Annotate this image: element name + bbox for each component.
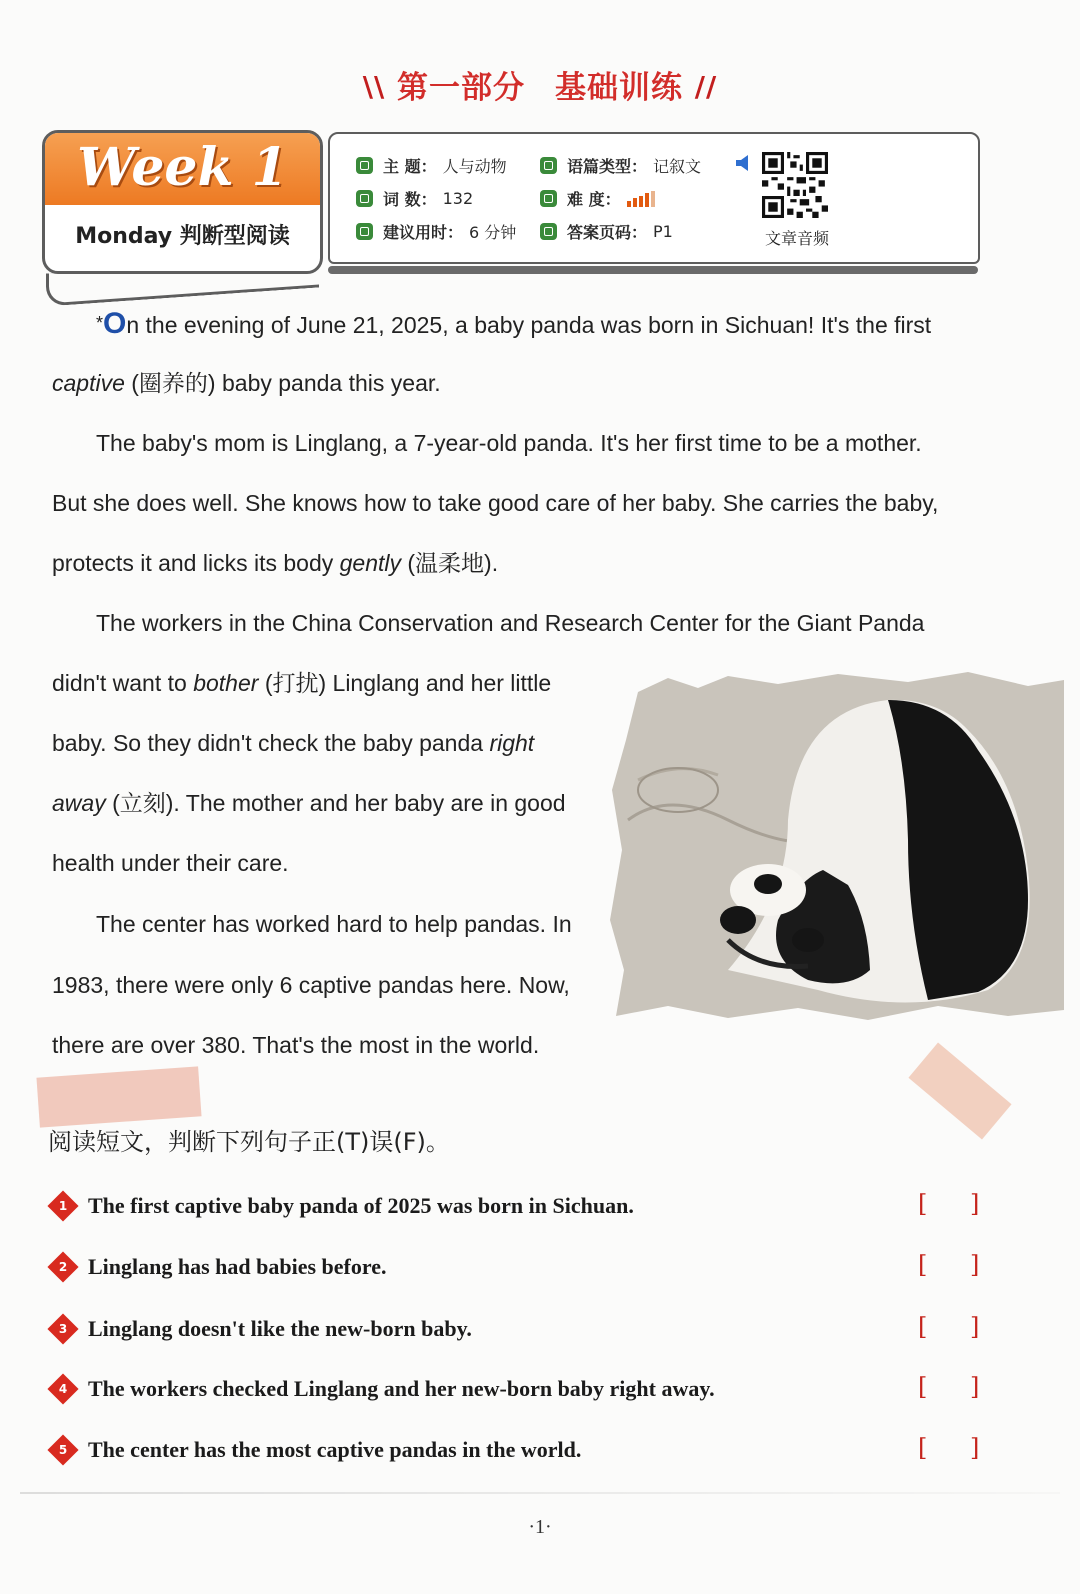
week-subtitle: Monday 判断型阅读	[75, 224, 290, 249]
difficulty-bars	[627, 191, 655, 207]
info-answer-value: P1	[653, 222, 673, 241]
question-row	[48, 1369, 1038, 1409]
section-title	[0, 62, 1080, 107]
genre-icon	[540, 157, 557, 174]
question-number: 1	[58, 1199, 68, 1213]
passage-p3-line3	[52, 713, 534, 773]
term-bother: bother	[193, 670, 259, 696]
answer-bracket-close[interactable]: ]	[970, 1373, 980, 1401]
passage-p2-line2: But she does well. She knows how to take good care of her baby. She carries the baby,	[52, 490, 939, 516]
answer-bracket-open[interactable]: [	[918, 1434, 928, 1462]
clock-icon	[356, 223, 373, 240]
question-text: Linglang doesn't like the new-born baby.	[88, 1316, 472, 1341]
speaker-icon[interactable]	[736, 154, 752, 172]
info-time-value: 6 分钟	[469, 223, 517, 242]
question-text: The workers checked Linglang and her new-born baby right away.	[88, 1376, 715, 1401]
passage-p2-line3	[52, 533, 498, 593]
gloss-gently: (温柔地).	[407, 550, 499, 576]
info-genre-key: 语篇类型：	[567, 157, 648, 176]
passage-p3-line5: health under their care.	[52, 850, 289, 876]
p2-line3-text: protects it and licks its body	[52, 550, 334, 576]
p3-line2-text: didn't want to	[52, 670, 187, 696]
passage-p2-line1: The baby's mom is Linglang, a 7-year-old panda. It's her first time to be a mother.	[96, 430, 922, 456]
question-text: The first captive baby panda of 2025 was born in Sichuan.	[88, 1193, 634, 1218]
week-label: Week 1	[77, 137, 288, 198]
question-text: Linglang has had babies before.	[88, 1254, 387, 1279]
p1-line2-text: baby panda this year.	[221, 370, 441, 396]
question-number-badge	[47, 1434, 78, 1465]
passage-p1-line2	[52, 353, 441, 413]
week-card	[42, 130, 323, 274]
info-topic	[356, 154, 507, 177]
info-topic-value: 人与动物	[442, 157, 507, 176]
info-difficulty-key: 难 度：	[567, 190, 621, 209]
info-difficulty	[540, 187, 655, 210]
divider	[20, 1492, 1060, 1494]
answer-bracket-open[interactable]: [	[918, 1313, 928, 1341]
passage-p4-line1: The center has worked hard to help pandas. In	[96, 911, 572, 937]
difficulty-bar	[651, 191, 655, 207]
answer-bracket-open[interactable]: [	[918, 1251, 928, 1279]
question-number-badge	[47, 1251, 78, 1282]
info-suggested-time	[356, 220, 516, 243]
term-right: right	[489, 730, 535, 756]
deco-slashes-right: //	[694, 70, 718, 103]
question-number: 5	[58, 1443, 68, 1457]
passage-p3-line1: The workers in the China Conservation and Research Center for the Giant Panda	[96, 610, 925, 636]
panda-photo	[608, 670, 1064, 1022]
gloss-captive: (圈养的)	[131, 370, 216, 396]
star-mark: *	[96, 313, 104, 333]
info-answer-key: 答案页码：	[567, 223, 648, 242]
difficulty-icon	[540, 190, 557, 207]
topic-icon	[356, 157, 373, 174]
answer-bracket-open[interactable]: [	[918, 1190, 928, 1218]
question-text: The center has the most captive pandas in the world.	[88, 1437, 582, 1462]
p1-line1-text: n the evening of June 21, 2025, a baby panda was born in Sichuan! It's the first	[126, 312, 932, 338]
tape-decoration	[908, 1043, 1011, 1140]
question-number-badge	[47, 1313, 78, 1344]
qr-code-icon[interactable]	[762, 152, 828, 218]
info-card-rule	[328, 266, 978, 274]
passage-p4-line2: 1983, there were only 6 captive pandas here. Now,	[52, 972, 570, 998]
difficulty-bar	[645, 193, 649, 207]
gloss-right-away: (立刻).	[112, 790, 180, 816]
difficulty-bar	[639, 196, 643, 207]
passage-p3-line2	[52, 653, 551, 713]
section-title-right: 基础训练	[555, 70, 683, 106]
question-number: 2	[58, 1260, 68, 1274]
question-row	[48, 1430, 1038, 1470]
answer-icon	[540, 223, 557, 240]
info-genre-value: 记叙文	[653, 157, 702, 176]
p3-line2-after: Linglang and her little	[332, 670, 552, 696]
question-number-badge	[47, 1373, 78, 1404]
term-captive: captive	[52, 370, 125, 396]
info-word-count-value: 132	[442, 189, 474, 208]
info-topic-key: 主 题：	[383, 157, 437, 176]
answer-bracket-close[interactable]: ]	[970, 1313, 980, 1341]
info-time-key: 建议用时：	[383, 223, 464, 242]
word-count-icon	[356, 190, 373, 207]
answer-bracket-close[interactable]: ]	[970, 1434, 980, 1462]
info-genre	[540, 154, 701, 177]
term-away: away	[52, 790, 106, 816]
question-row	[48, 1309, 1038, 1349]
difficulty-bar	[633, 198, 637, 207]
exercise-instruction: 阅读短文，判断下列句子正(T)误(F)。	[48, 1128, 450, 1156]
audio-label: 文章音频	[764, 229, 829, 248]
deco-slashes-left: \\	[362, 70, 386, 103]
info-word-count	[356, 187, 473, 210]
tape-decoration	[36, 1066, 201, 1127]
gloss-bother: (打扰)	[264, 670, 327, 696]
term-gently: gently	[339, 550, 401, 576]
page-number: ·1·	[528, 1516, 552, 1538]
question-number: 3	[58, 1322, 68, 1336]
question-row	[48, 1186, 1038, 1226]
passage-p1-line1	[52, 293, 931, 355]
info-answer-page	[540, 220, 673, 243]
question-number-badge	[47, 1190, 78, 1221]
question-number: 4	[58, 1382, 68, 1396]
passage-p3-line4	[52, 773, 566, 833]
passage-p4-line3: there are over 380. That's the most in the world.	[52, 1032, 540, 1058]
drop-initial: O	[103, 307, 127, 340]
answer-bracket-close[interactable]: ]	[970, 1190, 980, 1218]
question-row	[48, 1247, 1038, 1287]
info-word-count-key: 词 数：	[383, 190, 437, 209]
answer-bracket-open[interactable]: [	[918, 1373, 928, 1401]
answer-bracket-close[interactable]: ]	[970, 1251, 980, 1279]
p3-line3-text: baby. So they didn't check the baby panda	[52, 730, 484, 756]
section-title-left: 第一部分	[397, 70, 525, 106]
difficulty-bar	[627, 201, 631, 207]
p3-line4-text: The mother and her baby are in good	[185, 790, 566, 816]
